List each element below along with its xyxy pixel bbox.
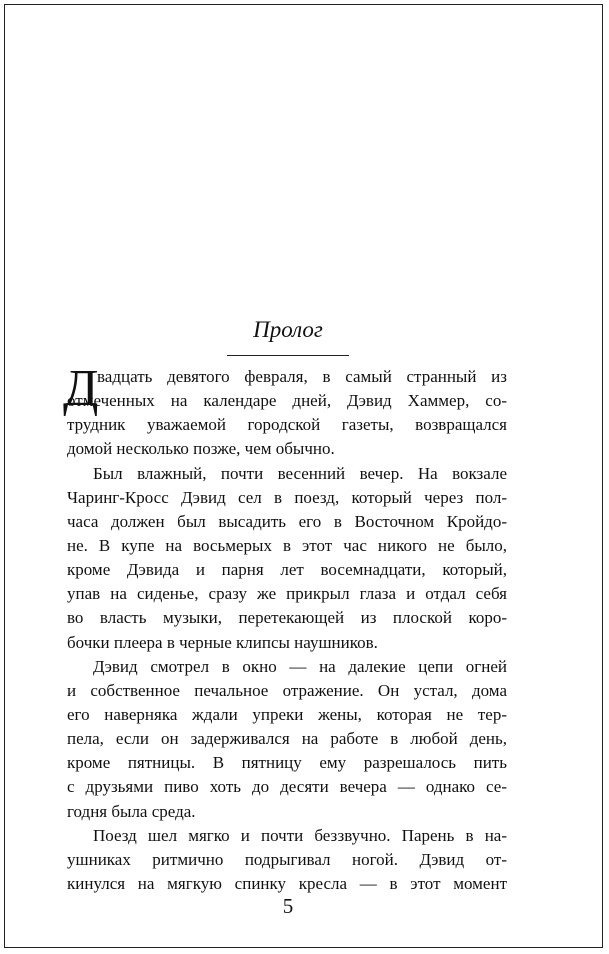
text-line: бочки плеера в черные клипсы наушников. [67,632,378,652]
title-underline [227,355,349,356]
body-text [63,360,507,896]
text-line: пела, если он задерживался на работе в любой день, [67,729,507,749]
text-line-content: вадцать девятого февраля, в самый странный из [97,367,507,386]
text-line: с друзьями пиво хоть до десяти вечера — однако се- [67,777,507,797]
text-line: Поезд шел мягко и почти беззвучно. Парень в на- [93,825,507,845]
text-line: его наверняка ждали упреки жены, которая не тер- [67,704,507,724]
text-line: домой несколько позже, чем обычно. [67,439,335,459]
text-line: во власть музыки, перетекающей из плоской коро- [67,608,507,628]
drop-cap: Д [63,360,99,417]
book-page [4,4,603,948]
text-line: трудник уважаемой городской газеты, возвращался [67,415,507,435]
text-line: часа должен был высадить его в Восточном Кройдо- [67,511,507,531]
text-line: Дэвид смотрел в окно — на далекие цепи огней [93,656,507,676]
text-line: Был влажный, почти весенний вечер. На вокзале [93,463,507,483]
chapter-title: Пролог [253,317,323,342]
text-line: кроме Дэвида и парня лет восемнадцати, который, [67,560,507,580]
text-line: ушниках ритмично подрыгивал ногой. Дэвид от- [67,849,507,869]
text-line: годня была среда. [67,801,196,821]
text-line: Чаринг-Кросс Дэвид сел в поезд, который через пол- [67,487,507,507]
page-number: 5 [282,894,294,918]
text-line: кроме пятницы. В пятницу ему разрешалось пить [67,753,507,773]
text-line: и собственное печальное отражение. Он устал, дома [67,680,507,700]
text-line: не. В купе на восьмерых в этот час никого не было, [67,535,507,555]
text-line: упав на сиденье, сразу же прикрыл глаза и отдал себя [67,584,507,604]
text-line: отмеченных на календаре дней, Дэвид Хаммер, со- [67,391,507,411]
text-line: кинулся на мягкую спинку кресла — в этот момент [67,873,507,893]
